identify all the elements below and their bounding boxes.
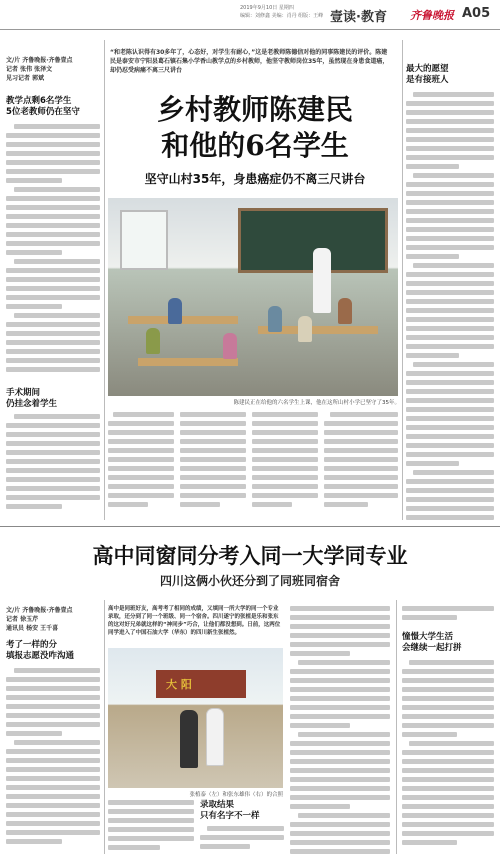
story1-sidebar-heading-2: 手术期间 仍挂念着学生 bbox=[6, 388, 58, 409]
story2-byline bbox=[6, 606, 102, 633]
story1-body-left bbox=[6, 124, 100, 384]
story2-byline-line: 通讯员 杨安 王千喜 bbox=[6, 625, 59, 632]
story1-byline-line: 见习记者 郭斌 bbox=[6, 75, 45, 82]
column-rule bbox=[104, 40, 105, 520]
classroom-window bbox=[120, 210, 168, 270]
story1-headline bbox=[110, 92, 400, 164]
classroom-photo-caption: 陈建民正在给他的六名学生上课，他在这所山村小学已坚守了35年。 bbox=[233, 400, 400, 406]
masthead-date: 2019年9月10日 星期四 bbox=[240, 5, 294, 11]
story1-body-col-2 bbox=[180, 412, 246, 520]
column-rule bbox=[104, 600, 105, 854]
student-figure bbox=[146, 328, 160, 354]
story1-headline-line-2: 和他的6名学生 bbox=[161, 129, 349, 162]
story2-right-heading: 憧憬大学生活 会继续一起打拼 bbox=[402, 632, 462, 653]
story2-left-heading: 考了一样的分 填报志愿没咋沟通 bbox=[6, 640, 75, 661]
masthead-editors: 编辑：刘修鑫 美编：肖丹 组版：王峰 bbox=[240, 13, 324, 19]
student-figure bbox=[268, 306, 282, 332]
story1-lede: “和老陈认识得有30多年了，心态好，对学生有耐心，”这是老教师陈德信对他的同事陈建民的评价。陈建民是泰安市宁阳县葛石镇石集小学香山教学点的乡村教师，他坚守教师岗位35年，虽然现在身患食道癌，却仍忍受病痛不离三尺讲台 bbox=[110, 49, 389, 74]
student-figure bbox=[168, 298, 182, 324]
desk bbox=[128, 316, 238, 324]
story1-body-col-1 bbox=[108, 412, 174, 520]
story1-headline-line-1: 乡村教师陈建民 bbox=[156, 93, 353, 126]
story2-body-left bbox=[6, 668, 100, 854]
student-figure-right bbox=[206, 708, 224, 766]
story2-headline: 高中同窗同分考入同一大学同专业 bbox=[92, 543, 408, 568]
story1-body-col-4 bbox=[324, 412, 398, 520]
story-divider bbox=[0, 526, 500, 527]
story2-body-right-top bbox=[402, 606, 494, 628]
story2-body-col-3 bbox=[290, 606, 390, 854]
students-photo bbox=[108, 648, 283, 788]
section-name: 壹读·教育 bbox=[330, 10, 387, 25]
story1-body-right bbox=[406, 92, 494, 520]
classroom-photo bbox=[108, 198, 398, 396]
story2-subheadline: 四川这俩小伙还分到了同班同宿舍 bbox=[159, 574, 340, 588]
masthead-meta bbox=[240, 4, 340, 20]
story1-byline-line: 文/片 齐鲁晚报·齐鲁壹点 bbox=[6, 57, 73, 64]
gate-sign: 大 阳 bbox=[166, 678, 192, 691]
page-number: A05 bbox=[462, 6, 491, 21]
story1-sidebar-heading-1: 教学点剩6名学生 5位老教师仍在坚守 bbox=[6, 96, 80, 117]
story1-byline-line: 记者 张伟 张泽文 bbox=[6, 66, 53, 73]
student-figure bbox=[338, 298, 352, 324]
story2-byline-line: 记者 徐玉芹 bbox=[6, 616, 39, 623]
story2-mid-heading: 录取结果 只有名字不一样 bbox=[200, 800, 260, 821]
newspaper-logo: 齐鲁晚报 bbox=[410, 9, 454, 22]
teacher-figure bbox=[313, 248, 331, 313]
story1-right-heading: 最大的愿望 是有接班人 bbox=[406, 64, 449, 85]
story1-subheadline: 坚守山村35年，身患癌症仍不离三尺讲台 bbox=[144, 172, 366, 186]
page-masthead bbox=[0, 0, 500, 30]
story2-lede: 高中是同班好友，高考考了相同的成绩，又填同一所大学的同一个专业录取，还分到了同一个班级、同一个宿舍。四川遂宁的张植是乐和张东的这对好兄弟就这样的“神同步”巧合，让他们都没想到。日前，这两位同学进入了中国石油大学（华东）的四川新生张植然。 bbox=[108, 606, 281, 636]
story2-body-right bbox=[402, 660, 494, 854]
desk bbox=[138, 358, 238, 366]
column-rule bbox=[396, 600, 397, 854]
students-photo-caption: 张植泰（左）和张东雄伟（右）的合照 bbox=[189, 792, 283, 798]
story1-body-left-2 bbox=[6, 414, 100, 520]
story2-byline-line: 文/片 齐鲁晚报·齐鲁壹点 bbox=[6, 607, 73, 614]
student-figure bbox=[298, 316, 312, 342]
story2-body-col-1b bbox=[108, 800, 194, 854]
story1-byline bbox=[6, 56, 102, 83]
story1-body-col-3 bbox=[252, 412, 318, 520]
student-figure-left bbox=[180, 710, 198, 768]
student-figure bbox=[223, 333, 237, 359]
column-rule bbox=[402, 40, 403, 520]
story2-body-col-2b bbox=[200, 826, 284, 854]
